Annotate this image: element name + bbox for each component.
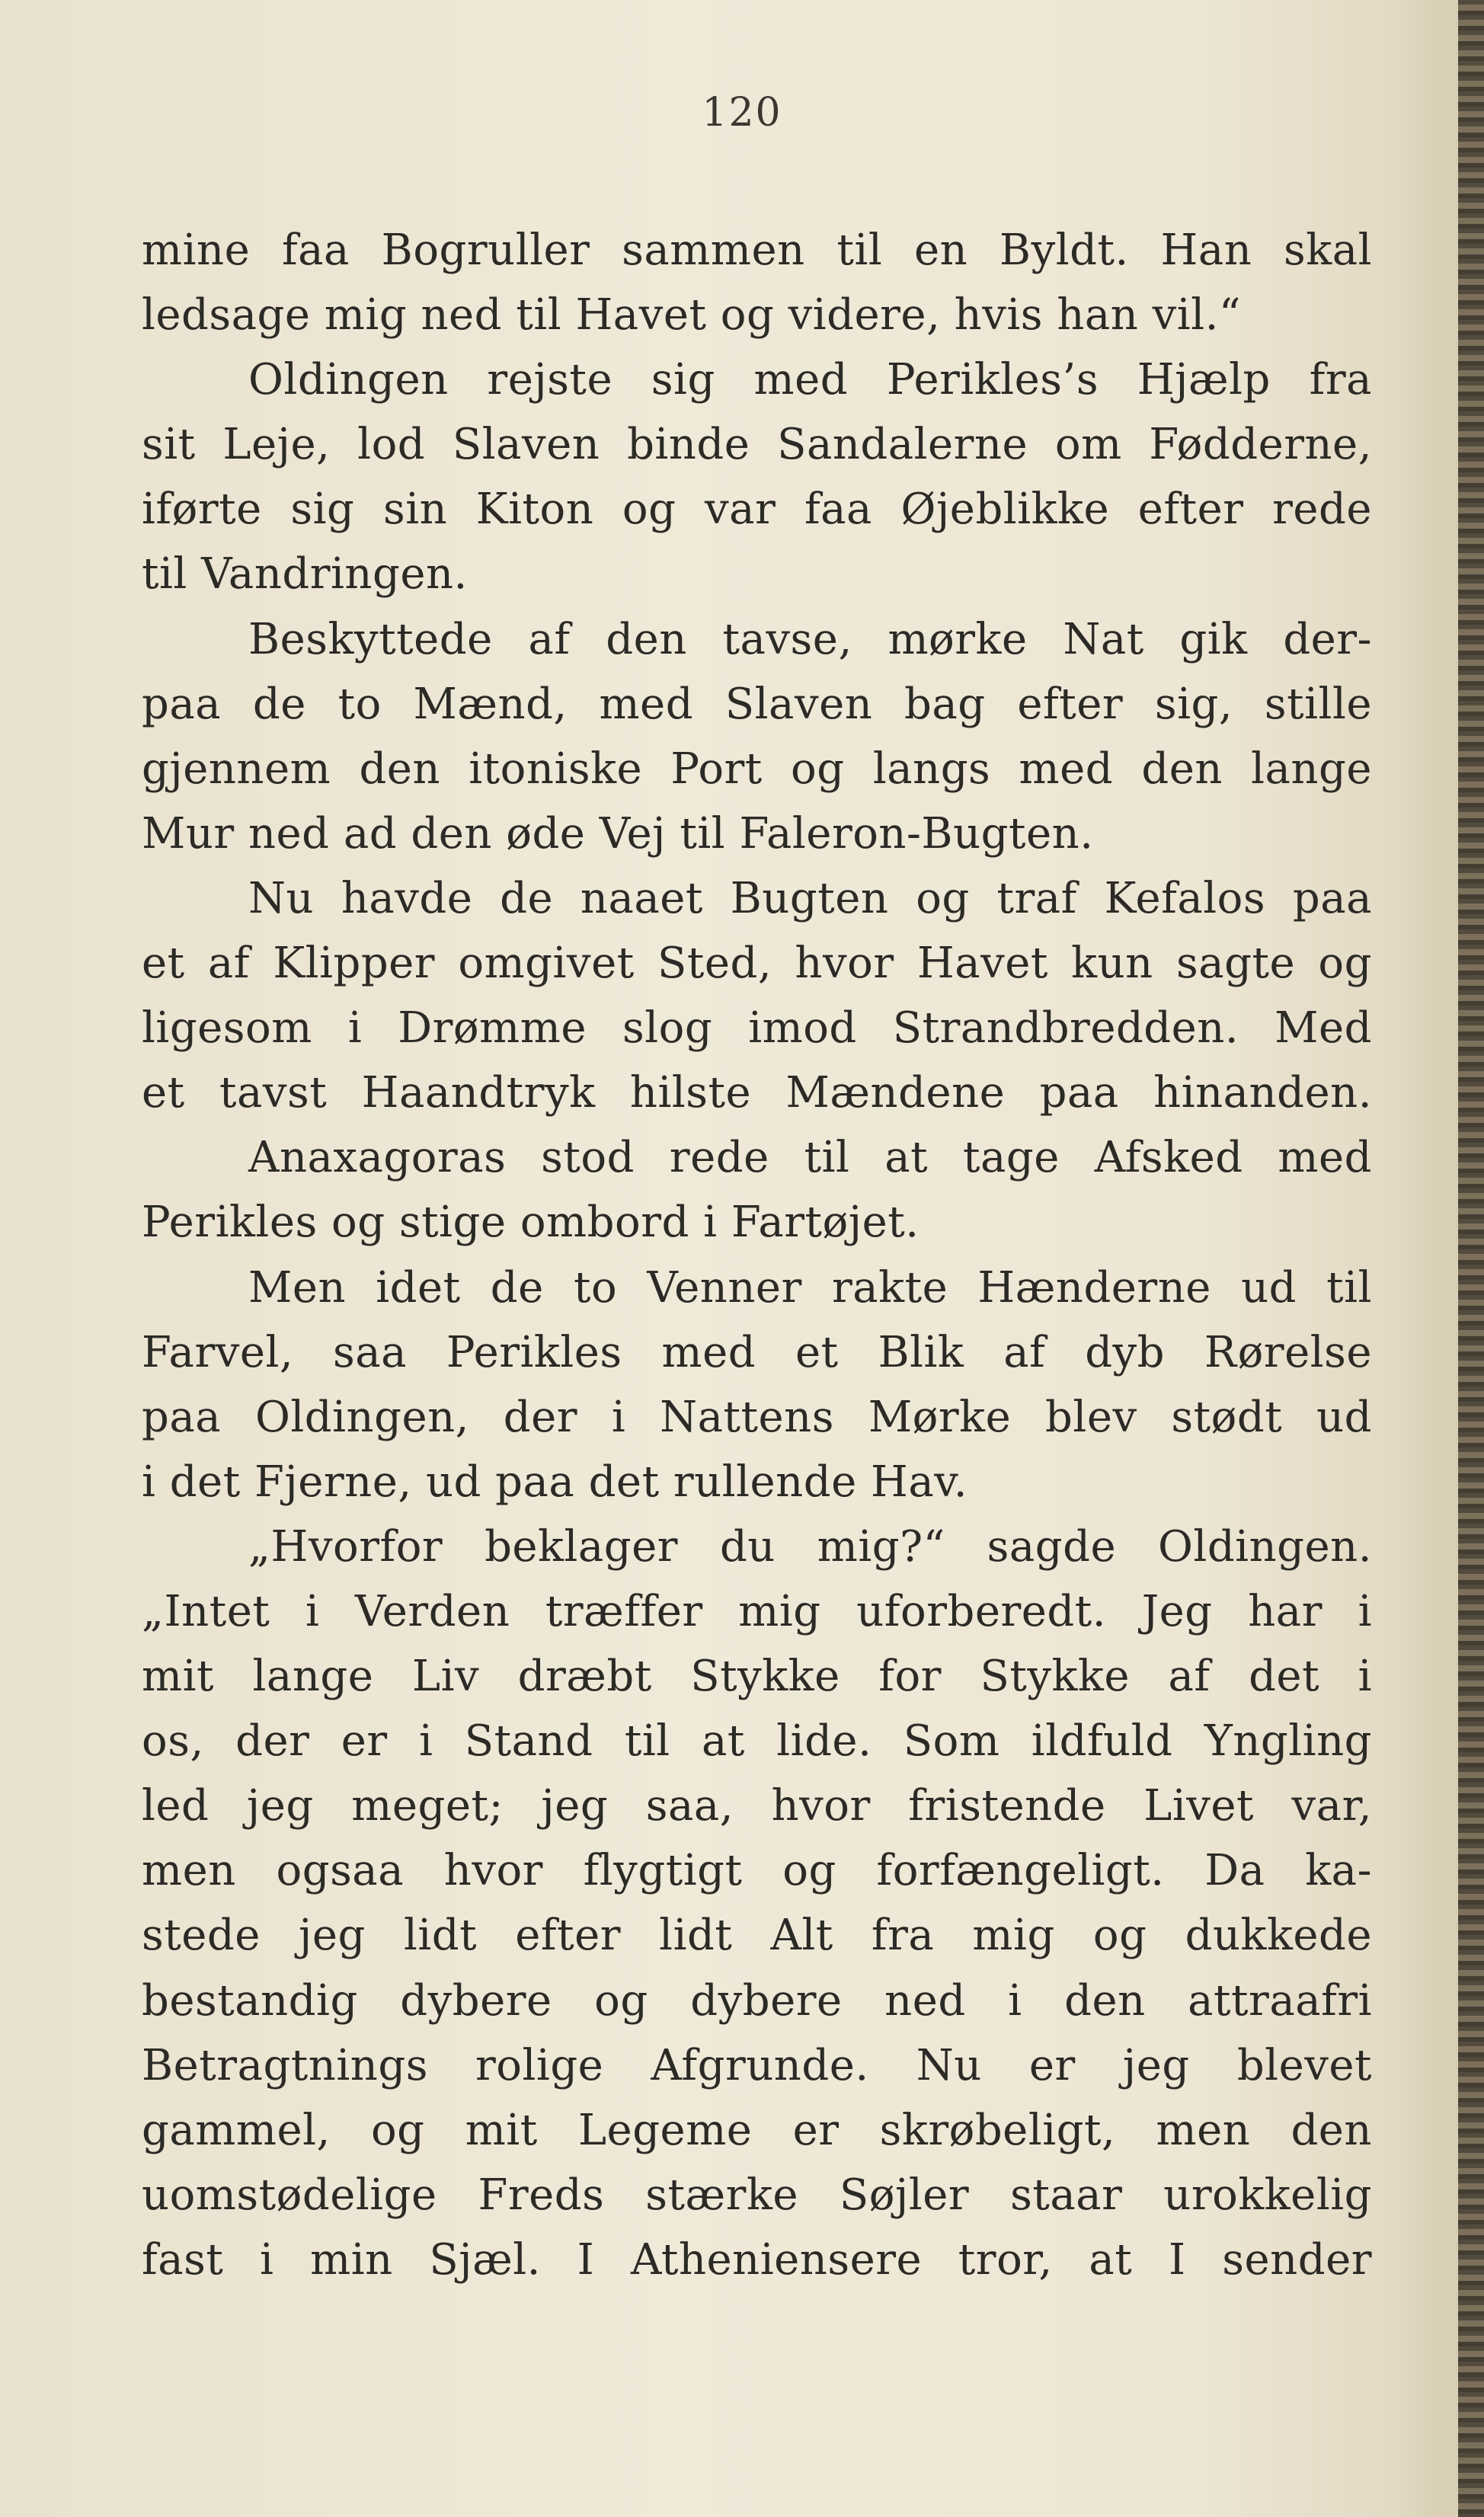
text-line: iførte sig sin Kiton og var faa Øjeblikke efter rede (142, 485, 1372, 535)
text-line: gammel, og mit Legeme er skrøbeligt, men den (142, 2105, 1372, 2155)
text-line: bestandig dybere og dybere ned i den attraafri (142, 1975, 1372, 2026)
text-line: Mur ned ad den øde Vej til Faleron-Bugten. (142, 808, 1094, 859)
text-line: i det Fjerne, ud paa det rullende Hav. (142, 1457, 968, 1507)
text-line: ligesom i Drømme slog imod Strandbredden. Med (142, 1003, 1372, 1054)
text-line: sit Leje, lod Slaven binde Sandalerne om Fødderne, (142, 420, 1372, 470)
text-line: „Hvorfor beklager du mig?“ sagde Oldingen. (248, 1521, 1372, 1572)
text-line: Nu havde de naaet Bugten og traf Kefalos paa (248, 873, 1372, 923)
page-edge (1458, 0, 1484, 2517)
text-line: fast i min Sjæl. I Atheniensere tror, at I sender (142, 2234, 1372, 2285)
text-line: Oldingen rejste sig med Perikles’s Hjælp fra (248, 355, 1372, 405)
text-line: Betragtnings rolige Afgrunde. Nu er jeg blevet (142, 2040, 1372, 2090)
text-line: paa de to Mænd, med Slaven bag efter sig, stille (142, 679, 1372, 729)
text-line: mine faa Bogruller sammen til en Byldt. Han skal (142, 225, 1372, 275)
text-line: led jeg meget; jeg saa, hvor fristende Livet var, (142, 1781, 1372, 1831)
text-line: Beskyttede af den tavse, mørke Nat gik der- (248, 614, 1372, 664)
text-line: „Intet i Verden træffer mig uforberedt. Jeg har i (142, 1586, 1372, 1636)
text-line: os, der er i Stand til at lide. Som ildfuld Yngling (142, 1716, 1372, 1767)
text-line: ledsage mig ned til Havet og videre, hvis han vil.“ (142, 290, 1242, 341)
text-line: til Vandringen. (142, 549, 468, 600)
text-line: paa Oldingen, der i Nattens Mørke blev stødt ud (142, 1392, 1372, 1442)
body-text (142, 218, 1372, 2292)
text-line: stede jeg lidt efter lidt Alt fra mig og dukkede (142, 1911, 1372, 1961)
text-line: uomstødelige Freds stærke Søjler staar urokkelig (142, 2170, 1372, 2220)
text-line: gjennem den itoniske Port og langs med den lange (142, 744, 1372, 794)
text-line: Anaxagoras stod rede til at tage Afsked med (248, 1133, 1372, 1183)
text-line: men ogsaa hvor flygtigt og forfængeligt. Da ka- (142, 1846, 1372, 1896)
page-number: 120 (702, 90, 782, 136)
text-line: Men idet de to Venner rakte Hænderne ud til (248, 1262, 1372, 1313)
text-line: et tavst Haandtryk hilste Mændene paa hinanden. (142, 1068, 1372, 1118)
text-line: Perikles og stige ombord i Fartøjet. (142, 1198, 920, 1248)
text-line: et af Klipper omgivet Sted, hvor Havet kun sagte og (142, 939, 1372, 989)
text-line: mit lange Liv dræbt Stykke for Stykke af det i (142, 1652, 1372, 1702)
text-line: Farvel, saa Perikles med et Blik af dyb Rørelse (142, 1327, 1372, 1377)
